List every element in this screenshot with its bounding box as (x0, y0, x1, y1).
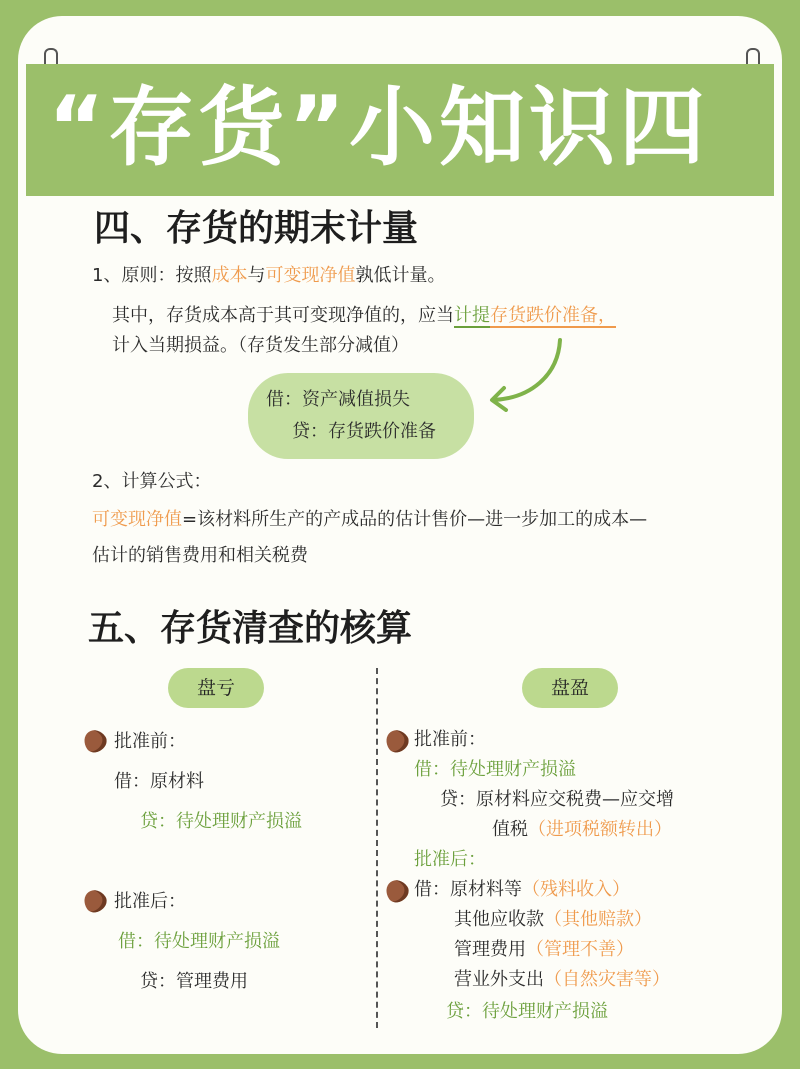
loss-pill: 盘亏 (168, 668, 264, 708)
principle-mid: 与 (247, 265, 266, 286)
section4-heading: 四、存货的期末计量 (94, 208, 419, 249)
column-divider (376, 668, 378, 1028)
loss-after-label: 批准后： (114, 891, 186, 912)
gain-after-item2-line (454, 908, 652, 932)
gain-after-item4-line (454, 968, 670, 992)
note1-reserve: 存货跌价准备， (490, 305, 616, 326)
gain-after-debit: 借：原材料等 (414, 879, 522, 900)
gain-before-credit2-line (492, 818, 672, 842)
principle-cost: 成本 (211, 265, 248, 286)
gain-before-credit1: 贷：原材料应交税费—应交增 (440, 789, 674, 810)
principle-line (92, 264, 445, 288)
gain-before-label: 批准前： (414, 729, 486, 750)
loss-before-debit: 借：原材料 (114, 771, 204, 792)
formula-label: 2、计算公式： (92, 471, 212, 492)
gain-after-item4-note: （自然灾害等） (544, 969, 670, 990)
formula-text: =该材料所生产的产成品的估计售价—进一步加工的成本— (182, 509, 648, 530)
entry-credit: 贷：存货跌价准备 (292, 421, 436, 442)
journal-entry-box (248, 373, 474, 459)
gain-after-item4: 营业外支出 (454, 969, 544, 990)
principle-suffix: 孰低计量。 (355, 265, 446, 286)
principle-nrv: 可变现净值 (265, 265, 356, 286)
gain-before-credit2: 值税 (492, 819, 528, 840)
note1-accrue: 计提 (454, 305, 490, 326)
gain-after-item3: 管理费用 (454, 939, 526, 960)
gain-after-credit: 贷：待处理财产损溢 (446, 1001, 608, 1022)
loss-after-debit: 借：待处理财产损溢 (118, 931, 280, 952)
formula-line-2: 估计的销售费用和相关税费 (92, 545, 308, 566)
gain-after-label: 批准后： (414, 849, 486, 870)
gain-after-item2-note: （其他赔款） (544, 909, 652, 930)
loss-after-credit: 贷：管理费用 (140, 971, 248, 992)
note-line-2: 计入当期损益。（存货发生部分减值） (112, 335, 409, 356)
gain-after-debit-line (414, 878, 630, 902)
principle-prefix: 1、原则：按照 (92, 265, 212, 286)
gain-after-item3-line (454, 938, 634, 962)
gain-after-item2: 其他应收款 (454, 909, 544, 930)
gain-before-credit2-note: （进项税额转出） (528, 819, 672, 840)
gain-after-item3-note: （管理不善） (526, 939, 634, 960)
note-line-1 (112, 304, 616, 328)
formula-term: 可变现净值 (92, 509, 182, 530)
note1-prefix: 其中，存货成本高于其可变现净值的，应当 (112, 305, 454, 326)
gain-pill: 盘盈 (522, 668, 618, 708)
gain-before-debit: 借：待处理财产损溢 (414, 759, 576, 780)
section5-heading: 五、存货清查的核算 (88, 608, 413, 649)
gain-after-debit-note: （残料收入） (522, 879, 630, 900)
loss-before-label: 批准前： (114, 731, 186, 752)
formula-line-1 (92, 508, 647, 532)
entry-debit: 借：资产减值损失 (266, 389, 410, 410)
loss-before-credit: 贷：待处理财产损溢 (140, 811, 302, 832)
page-title: “存货”小知识四 (48, 78, 710, 178)
arrow-icon (480, 336, 570, 412)
